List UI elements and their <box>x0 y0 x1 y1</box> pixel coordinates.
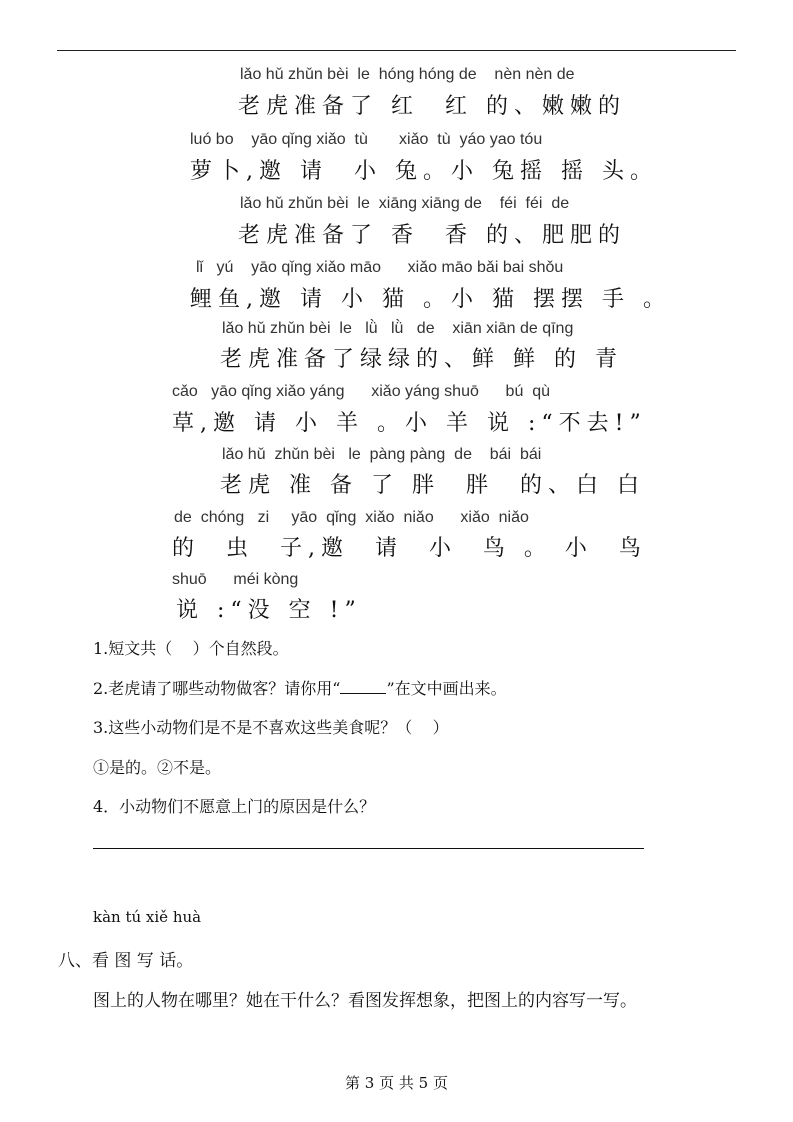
passage-line: 老虎准备了绿绿的、鲜 鲜 的 青 <box>220 347 623 372</box>
pinyin-line: lǎo hǔ zhǔn bèi le xiāng xiāng de féi féi de <box>240 195 570 212</box>
question-3: 3.这些小动物们是不是不喜欢这些美食呢？（ ） <box>93 718 449 737</box>
pinyin-line: shuō méi kòng <box>172 571 299 588</box>
passage-line: 老虎准备了 香 香 的、肥肥的 <box>238 223 626 248</box>
pinyin-line: lǎo hǔ zhǔn bèi le hóng hóng de nèn nèn de <box>240 66 575 83</box>
question-2 <box>93 676 507 699</box>
question-3-options: ①是的。②不是。 <box>93 758 222 777</box>
passage-line: 草,邀 请 小 羊 。小 羊 说 :“不去!” <box>172 411 647 436</box>
passage-line: 萝卜,邀 请 小 兔。小 兔摇 摇 头。 <box>190 159 658 184</box>
passage-line: 鲤鱼,邀 请 小 猫 。小 猫 摆摆 手 。 <box>190 287 671 312</box>
answer-line <box>93 848 644 849</box>
pinyin-line: luó bo yāo qǐng xiǎo tù xiǎo tù yáo yao tóu <box>190 131 543 148</box>
section-8-pinyin: kàn tú xiě huà <box>93 908 202 926</box>
header-rule <box>57 50 736 51</box>
underline-sample <box>340 693 386 694</box>
pinyin-line: lǐ yú yāo qǐng xiǎo māo xiǎo māo bǎi bai shǒu <box>196 259 564 276</box>
passage-line: 老虎准备了 红 红 的、嫩嫩的 <box>238 94 626 119</box>
section-8-title: 八、看 图 写 话。 <box>58 951 194 971</box>
passage-line: 的 虫 子,邀 请 小 鸟 。 小 鸟 <box>172 536 647 561</box>
pinyin-line: cǎo yāo qǐng xiǎo yáng xiǎo yáng shuō bú qù <box>172 383 551 400</box>
question-2-text-end: ”在文中画出来。 <box>386 679 507 698</box>
section-8-prompt: 图上的人物在哪里？她在干什么？看图发挥想象，把图上的内容写一写。 <box>93 991 637 1011</box>
question-2-text: 2.老虎请了哪些动物做客？请你用“ <box>93 679 341 698</box>
passage-line: 说 :“没 空 !” <box>176 598 362 623</box>
passage-line: 老虎 准 备 了 胖 胖 的、白 白 <box>220 473 645 498</box>
question-1: 1.短文共（ ）个自然段。 <box>93 639 289 658</box>
pinyin-line: lǎo hǔ zhǔn bèi le lǜ lǜ de xiān xiān de qīng <box>222 320 574 337</box>
pinyin-line: lǎo hǔ zhǔn bèi le pàng pàng de bái bái <box>222 446 542 463</box>
pinyin-line: de chóng zi yāo qǐng xiǎo niǎo xiǎo niǎo <box>174 509 529 526</box>
page-footer: 第 3 页 共 5 页 <box>345 1074 448 1092</box>
question-4: 4．小动物们不愿意上门的原因是什么？ <box>93 797 376 816</box>
